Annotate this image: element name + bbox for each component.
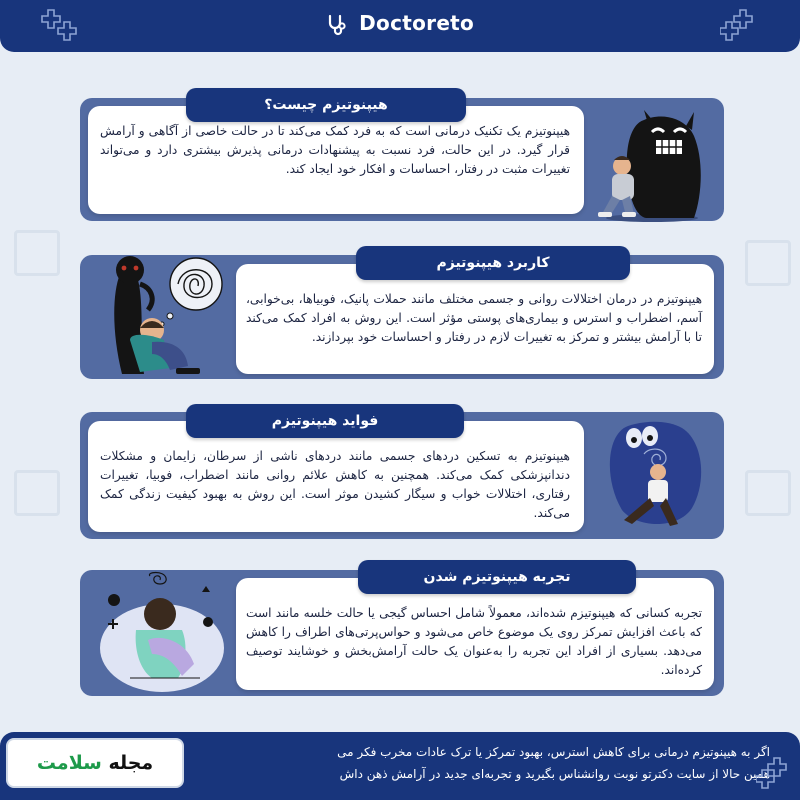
- brand-logo[interactable]: [0, 11, 800, 36]
- section-text: تجربه کسانی که هیپنوتیزم شده‌اند، معمولاً شامل احساس گیجی یا حالت خلسه مانند است که باعث افزایش تمرکز روی یک موضوع خاص می‌شود و حواس‌پرتی‌های اطراف را کاهش می‌دهد. بسیاری از افراد این تجربه را به‌عنوان یک حالت آرامش‌بخش و خوشایند توصیف کرده‌اند.: [246, 606, 702, 677]
- background-cross-decoration: [745, 470, 791, 516]
- footer-line: همین حالا از سایت دکترتو نوبت روانشناس بگیرید و تجربه‌ای جدید در آرامش ذهن داش: [339, 767, 770, 781]
- background-cross-decoration: [745, 240, 791, 286]
- section-text-box: [88, 106, 584, 214]
- section-text: هیپنوتیزم به تسکین دردهای جسمی مانند دردهای ناشی از سرطان، زایمان و مشکلات دندانپزشکی کمک می‌کند. همچنین به کاهش علائم روانی مانند اضطراب، فوبیا، تغییرات رفتاری، اختلالات خواب و سیگار کشیدن موثر است. این روش به بهبود کیفیت زندگی کمک می‌کند.: [100, 449, 570, 520]
- section-title: تجربه هیپنوتیزم شدن: [358, 560, 636, 594]
- badge-word: سلامت: [36, 752, 102, 774]
- anxious-person-with-tangled-thoughts-illustration: [90, 244, 236, 384]
- section-text: هیپنوتیزم در درمان اختلالات روانی و جسمی مختلف مانند حملات پانیک، فوبیاها، بی‌خوابی، آسم، اضطراب و استرس و بیماری‌های پوستی مؤثر است. این روش به افراد کمک می‌کند تا با آرامش بیشتر و تمرکز به تغییرات لازم در رفتار و احساسات خود بپردازند.: [246, 292, 702, 344]
- section-title: فواید هیپنوتیزم: [186, 404, 464, 438]
- section-title: هیپنوتیزم چیست؟: [186, 88, 466, 122]
- section-title: کاربرد هیپنوتیزم: [356, 246, 630, 280]
- background-cross-decoration: [14, 470, 60, 516]
- section-text-box: [236, 578, 714, 690]
- section-text-box: [236, 264, 714, 374]
- footer-line: اگر به هیپنوتیزم درمانی برای کاهش استرس، بهبود تمرکز یا ترک عادات مخرب فکر می: [337, 745, 770, 759]
- sad-person-with-shadow-monster-illustration: [590, 100, 718, 222]
- medical-cross-icon: [756, 756, 794, 790]
- header-bar: [0, 0, 800, 52]
- badge-word: مجله: [108, 752, 154, 774]
- background-cross-decoration: [14, 230, 60, 276]
- footer-text: [160, 741, 770, 785]
- stethoscope-icon: [326, 14, 348, 36]
- seated-person-with-blue-shadow-illustration: [592, 410, 718, 536]
- section-text: هیپنوتیزم یک تکنیک درمانی است که به فرد کمک می‌کند تا در حالت خاصی از آگاهی و آرامش قرار گیرد. در این حالت، فرد نسبت به پیشنهادات درمانی پذیرش بیشتری دارد و می‌تواند تغییرات مثبت در رفتار، احساسات و افکار خود ایجاد کند.: [100, 124, 570, 176]
- brand-name: Doctoreto: [359, 11, 475, 35]
- person-hugging-knees-with-dark-thoughts-illustration: [90, 570, 234, 694]
- health-magazine-badge[interactable]: [6, 738, 184, 788]
